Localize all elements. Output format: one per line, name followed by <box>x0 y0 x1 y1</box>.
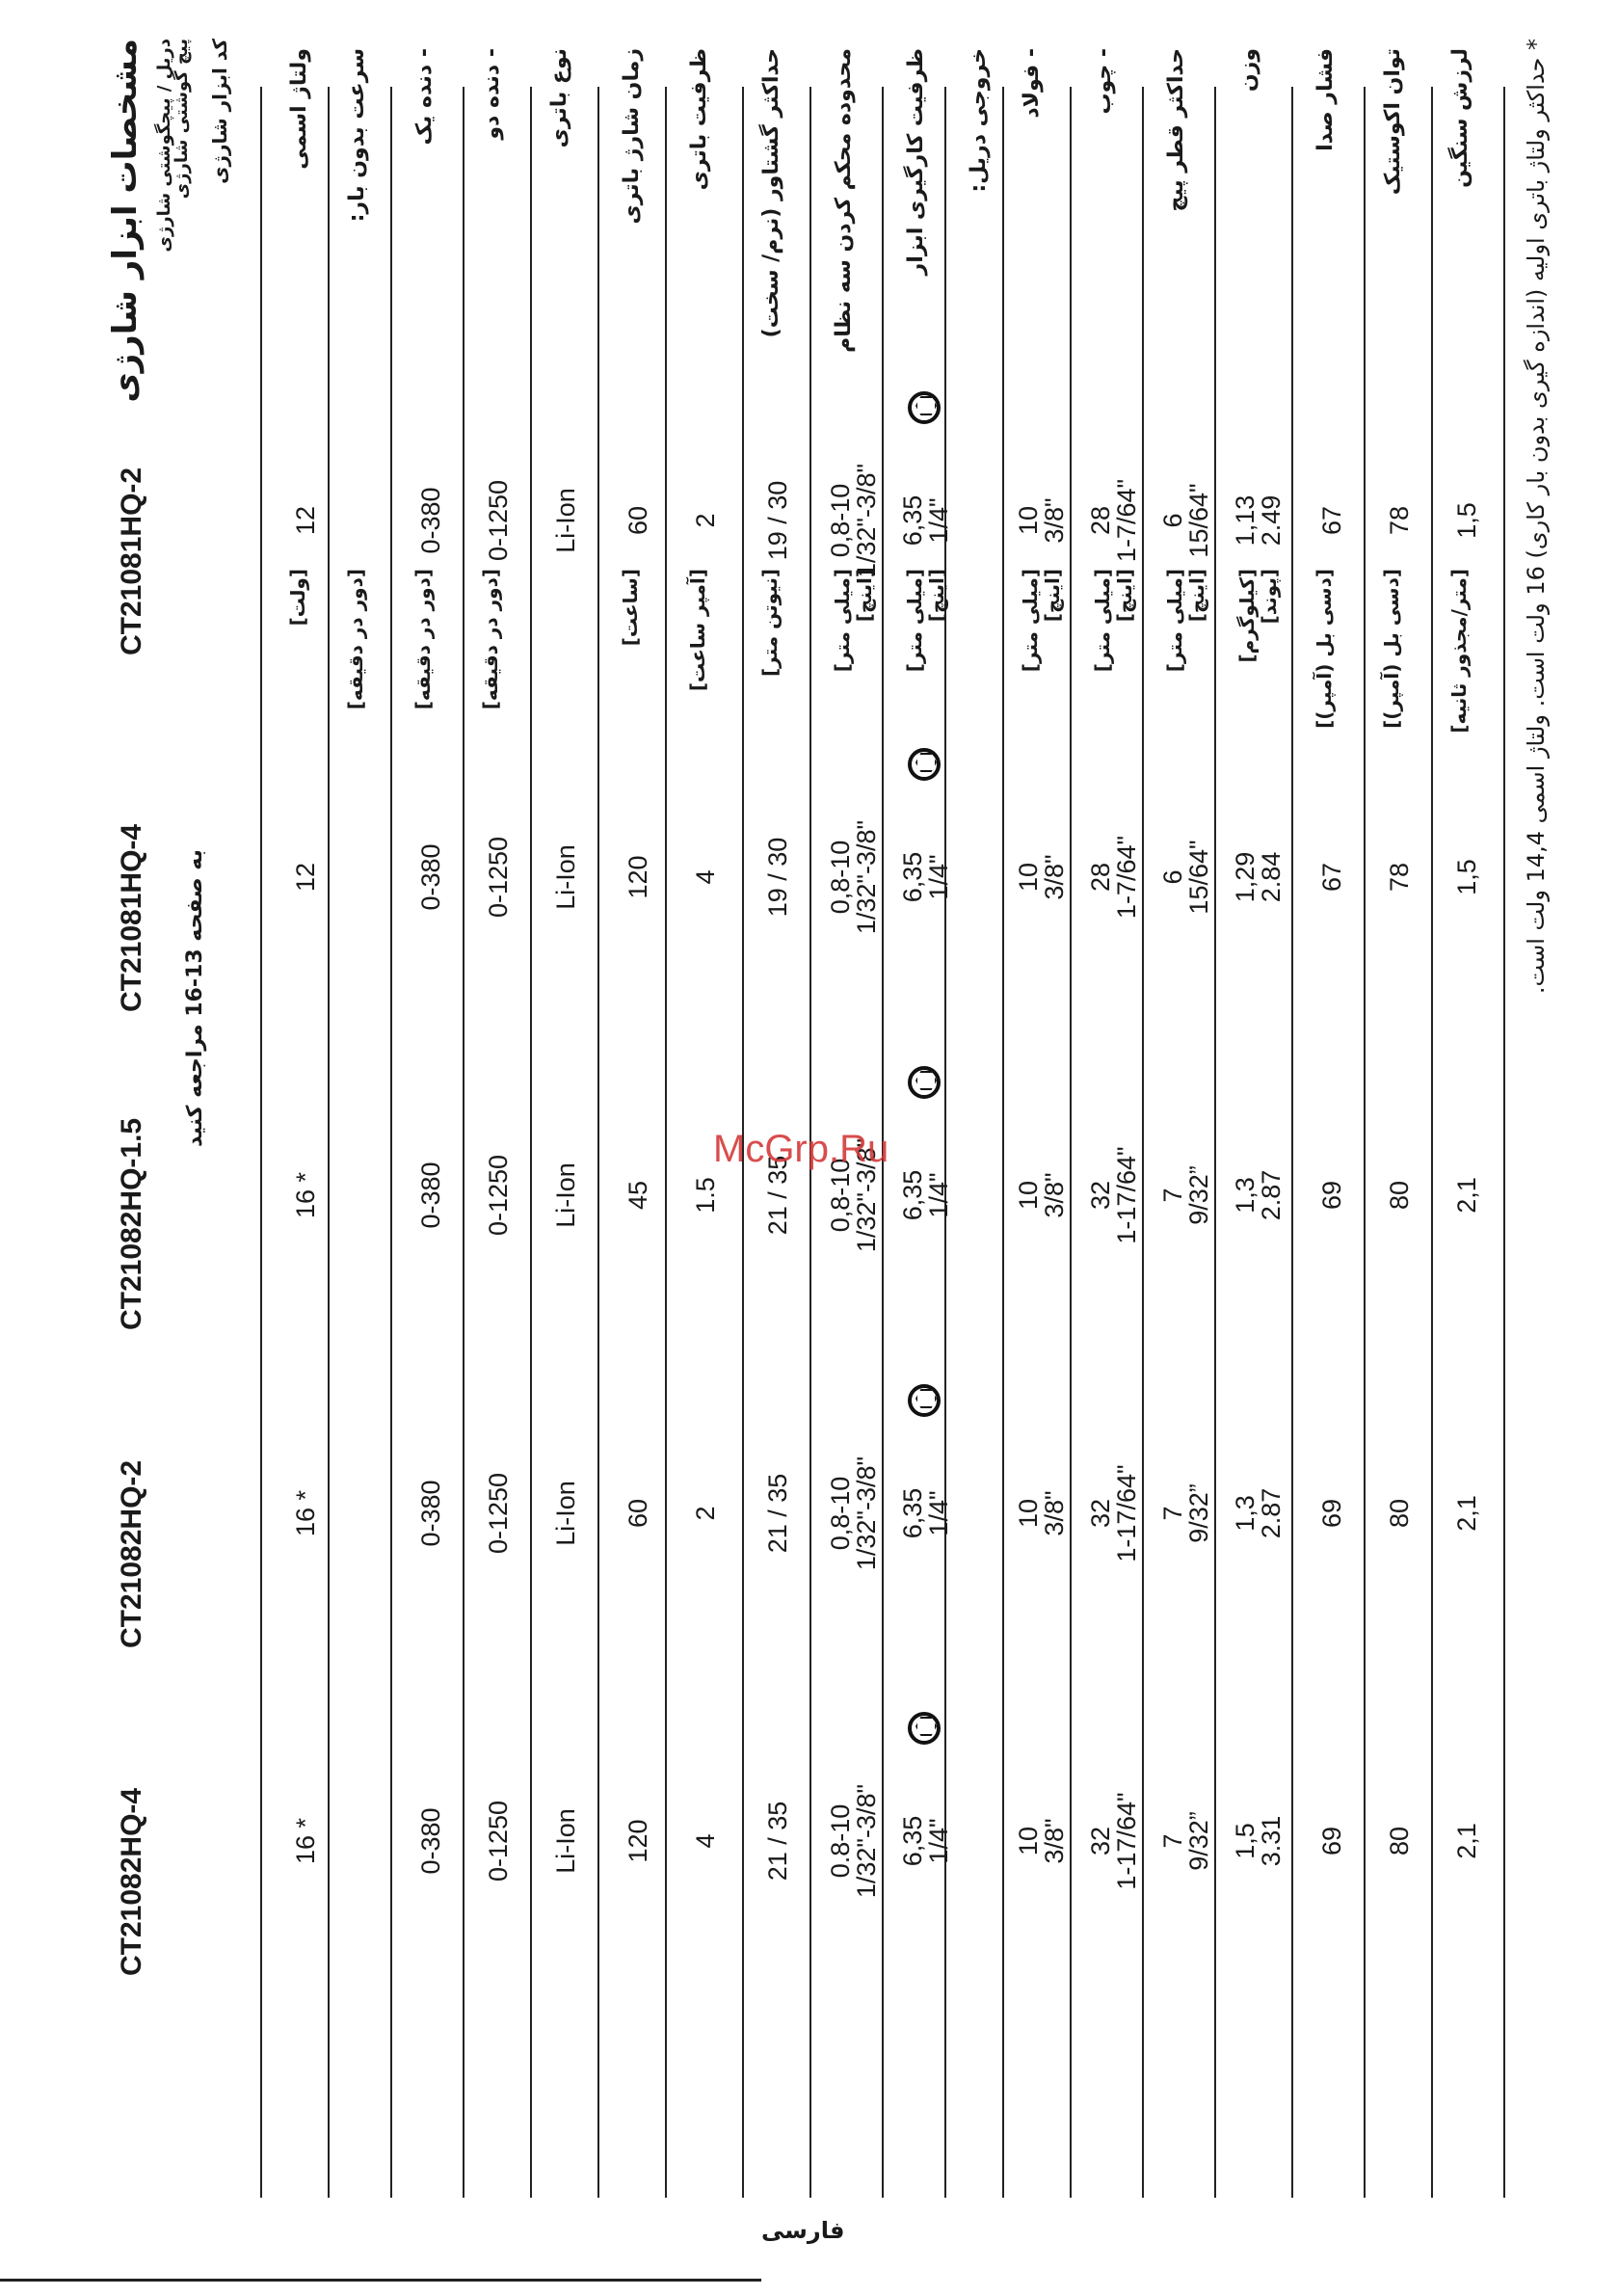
row-label: فشار صدا <box>1313 48 1338 151</box>
row-label: حداکثر گشتاور (نرم/ سخت) <box>759 48 783 338</box>
value-cell: 28 1-7/64" <box>1086 835 1141 920</box>
row-label: توان اکوستیک <box>1381 48 1405 196</box>
value-cell: 2,1 <box>1452 1177 1481 1214</box>
row-unit: [دور در دقیقه] <box>479 569 502 710</box>
watermark-logo: McGrp.Ru <box>713 1128 889 1170</box>
value-cell: 1,3 2.87 <box>1231 1169 1286 1221</box>
value-cell: 1,5 3.31 <box>1231 1815 1286 1867</box>
value-cell: 32 1-17/64" <box>1086 1146 1141 1244</box>
table-row <box>405 29 472 2217</box>
value-cell: Li-Ion <box>551 1808 580 1874</box>
value-cell: 19 / 30 <box>763 837 792 918</box>
table-row <box>472 29 540 2217</box>
value-cell: 7 9/32” <box>1158 1483 1213 1543</box>
row-label: - دنده دو <box>480 48 504 140</box>
table-row <box>1012 29 1084 2217</box>
row-unit: [میلی متر] [اینچ] <box>1163 569 1208 673</box>
value-cell: 80 <box>1385 1180 1414 1211</box>
table-row <box>752 29 824 2217</box>
value-cell: 60 <box>623 505 652 536</box>
row-label: ولتاژ اسمی <box>287 48 311 170</box>
value-cell: 6,35 1/4" <box>898 1169 953 1221</box>
row-unit: [میلی متر] [اینچ] <box>1019 569 1064 673</box>
reference-note: به صفحه 13-16 مراجعه کنید <box>183 849 207 1147</box>
row-label: - فولاد <box>1020 48 1044 119</box>
row-unit: [دسی بل (آمپر)] <box>1380 569 1403 729</box>
value-cell: 0-1250 <box>484 1154 513 1237</box>
hex-shank-icon <box>908 1066 941 1099</box>
table-row <box>959 29 1012 2217</box>
rotated-spec-sheet <box>87 29 1580 2217</box>
value-cell: Li-Ion <box>551 1481 580 1546</box>
row-label: - دنده یک <box>412 48 437 146</box>
table-row <box>279 29 337 2217</box>
row-label: لرزش سنگین <box>1448 48 1472 188</box>
value-cell: 2 <box>691 513 720 528</box>
hex-shank-icon <box>908 1384 941 1417</box>
value-cell: 120 <box>623 1819 652 1863</box>
model-header: CT21082HQ-1.5 <box>116 1117 147 1330</box>
row-unit: [میلی متر] [اینچ] <box>1091 569 1136 673</box>
value-cell: 0,8-10 1/32"-3/8" <box>826 463 881 578</box>
value-cell: 10 3/8" <box>1014 497 1069 544</box>
value-cell: 0,8-10 1/32"-3/8" <box>826 1137 881 1253</box>
row-label: ظرفیت باتری <box>687 48 711 191</box>
row-unit: [کیلوگرم] [پوند] <box>1235 569 1281 663</box>
table-row <box>824 29 896 2217</box>
value-cell: 67 <box>1317 505 1346 536</box>
value-cell: 120 <box>623 855 652 899</box>
value-cell: 45 <box>623 1180 652 1211</box>
hex-shank-icon <box>908 1712 941 1745</box>
page-title: مشخصات ابزار شارژی <box>106 39 145 403</box>
value-cell: 12 <box>291 505 320 536</box>
value-cell: 4 <box>691 1833 720 1849</box>
value-cell: 0-380 <box>416 1807 445 1875</box>
value-cell: 16 * <box>291 1489 320 1537</box>
value-cell: 67 <box>1317 862 1346 893</box>
row-unit: [میلی متر] [اینچ] <box>903 569 948 673</box>
row-unit: [ساعت] <box>619 569 642 647</box>
language-label: فارسی <box>761 2217 845 2244</box>
value-cell: 6,35 1/4" <box>898 494 953 547</box>
value-cell: 10 3/8" <box>1014 854 1069 900</box>
value-cell: 16 * <box>291 1817 320 1865</box>
value-cell: 1,29 2.84 <box>1231 851 1286 903</box>
value-cell: 1,3 2.87 <box>1231 1487 1286 1539</box>
row-label: - چوب <box>1092 48 1116 115</box>
value-cell: 2 <box>691 1506 720 1521</box>
value-cell: 4 <box>691 869 720 885</box>
value-cell: 10 3/8" <box>1014 1818 1069 1864</box>
value-cell: 0-1250 <box>484 479 513 562</box>
row-unit: [آمپر ساعت] <box>686 569 709 692</box>
row-unit: [ولت] <box>286 569 309 627</box>
row-unit: [دور در دقیقه] <box>411 569 435 710</box>
value-cell: 6 15/64" <box>1158 840 1213 915</box>
value-cell: Li-Ion <box>551 844 580 910</box>
value-cell: 32 1-17/64" <box>1086 1792 1141 1890</box>
value-cell: 69 <box>1317 1826 1346 1856</box>
value-cell: 21 / 35 <box>763 1155 792 1236</box>
hex-shank-icon <box>908 391 941 424</box>
value-cell: 6,35 1/4" <box>898 1487 953 1539</box>
row-label: حداکثر قطر پیچ <box>1164 48 1188 212</box>
model-header: CT21081HQ-4 <box>116 823 147 1012</box>
value-cell: 1.5 <box>691 1177 720 1214</box>
row-label: سرعت بدون بار: <box>345 48 369 223</box>
table-row <box>337 29 405 2217</box>
tool-type-subtitle: دریل / پیچگوشتی شارژی پیچ گوشتی شارژی <box>154 39 192 253</box>
value-cell: 69 <box>1317 1498 1346 1529</box>
row-label: نوع باتری <box>547 48 571 148</box>
value-cell: 0-380 <box>416 487 445 554</box>
value-cell: 1,5 <box>1452 502 1481 539</box>
value-cell: Li-Ion <box>551 488 580 553</box>
table-row <box>612 29 679 2217</box>
value-cell: 80 <box>1385 1826 1414 1856</box>
hex-shank-icon <box>908 748 941 781</box>
value-cell: 6,35 1/4" <box>898 1815 953 1867</box>
value-cell: 0-1250 <box>484 1472 513 1555</box>
row-unit: [نیوتن متر] <box>758 569 782 677</box>
value-cell: 12 <box>291 862 320 893</box>
value-cell: 16 * <box>291 1171 320 1219</box>
model-header: CT21082HQ-2 <box>116 1459 147 1648</box>
value-cell: 0-1250 <box>484 1800 513 1882</box>
value-cell: 2,1 <box>1452 1495 1481 1532</box>
value-cell: 80 <box>1385 1498 1414 1529</box>
value-cell: 78 <box>1385 862 1414 893</box>
value-cell: 2,1 <box>1452 1823 1481 1859</box>
table-row <box>540 29 612 2217</box>
table-row <box>1306 29 1373 2217</box>
row-label: وزن <box>1236 48 1260 93</box>
value-cell: 10 3/8" <box>1014 1490 1069 1536</box>
table-rule <box>260 87 262 2198</box>
row-label: ظرفیت کارگیری ابزار <box>904 48 928 276</box>
row-unit: [دسی بل (آمپر)] <box>1313 569 1336 729</box>
value-cell: 7 9/32” <box>1158 1165 1213 1225</box>
model-header: CT21082HQ-4 <box>116 1787 147 1976</box>
table-row <box>1441 29 1513 2217</box>
value-cell: 69 <box>1317 1180 1346 1211</box>
row-label: خروجی دریل: <box>967 48 991 193</box>
table-row <box>1229 29 1306 2217</box>
value-cell: 0-380 <box>416 1161 445 1229</box>
value-cell: 21 / 35 <box>763 1801 792 1882</box>
row-unit: [متر/مجذور ثانیه] <box>1447 569 1471 734</box>
table-row <box>679 29 752 2217</box>
value-cell: 32 1-17/64" <box>1086 1464 1141 1562</box>
value-cell: 0.8-10 1/32"-3/8" <box>826 1783 881 1899</box>
value-cell: 6,35 1/4" <box>898 851 953 903</box>
value-cell: 0-380 <box>416 843 445 911</box>
value-cell: 7 9/32” <box>1158 1811 1213 1871</box>
value-cell: 60 <box>623 1498 652 1529</box>
page-bottom-rule <box>0 2279 761 2282</box>
value-cell: 21 / 35 <box>763 1473 792 1554</box>
value-cell: 19 / 30 <box>763 480 792 561</box>
value-cell: 78 <box>1385 505 1414 536</box>
value-cell: 0-1250 <box>484 836 513 919</box>
value-cell: 28 1-7/64" <box>1086 478 1141 563</box>
value-cell: 1,5 <box>1452 859 1481 895</box>
table-row <box>1084 29 1156 2217</box>
row-unit: [دور در دقیقه] <box>344 569 367 710</box>
value-cell: Li-Ion <box>551 1162 580 1228</box>
value-cell: 1,13 2.49 <box>1231 494 1286 547</box>
table-row <box>1156 29 1229 2217</box>
footnote: * حداکثر ولتاژ باتری اولیه (اندازه گیری بدون بار کاری) 16 ولت است. ولتاژ اسمی 14,4 ولت است. <box>1523 39 1550 995</box>
value-cell: 6 15/64" <box>1158 483 1213 558</box>
value-cell: 0-380 <box>416 1480 445 1547</box>
value-cell: 10 3/8" <box>1014 1172 1069 1218</box>
table-row <box>896 29 959 2217</box>
row-unit: [میلی متر] [اینچ] <box>831 569 876 673</box>
tool-code-label: کد ابزار شارژی <box>208 39 231 184</box>
value-cell: 0,8-10 1/32"-3/8" <box>826 1455 881 1571</box>
table-row <box>1373 29 1441 2217</box>
value-cell: 0,8-10 1/32"-3/8" <box>826 819 881 935</box>
row-label: محدوده محکم کردن سه نظام <box>832 48 856 353</box>
model-header: CT21081HQ-2 <box>116 467 147 655</box>
row-label: زمان شارژ باتری <box>620 48 644 225</box>
